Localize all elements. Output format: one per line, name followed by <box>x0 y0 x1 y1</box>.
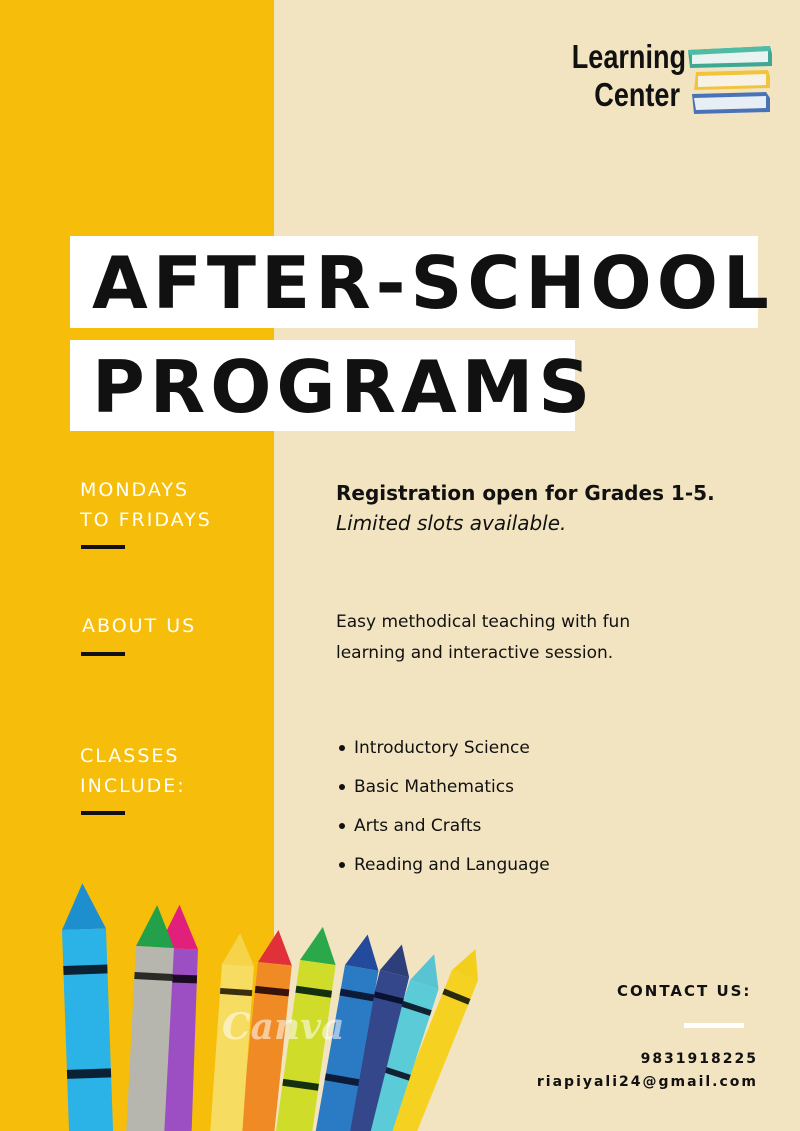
bullet-icon <box>339 784 345 790</box>
list-item: Basic Mathematics <box>339 777 514 797</box>
about-label: ABOUT US <box>82 615 197 637</box>
logo <box>548 38 780 128</box>
email-address[interactable]: riapiyali24@gmail.com <box>536 1074 758 1090</box>
bullet-icon <box>339 862 345 868</box>
logo-line-2: Center <box>594 76 680 113</box>
list-item: Introductory Science <box>339 738 530 758</box>
schedule-label <box>80 475 212 535</box>
schedule-label-line-2: TO FRIDAYS <box>80 509 212 531</box>
crayons-image <box>0 870 500 1131</box>
bullet-icon <box>339 745 345 751</box>
classes-divider <box>81 811 125 815</box>
about-divider <box>81 652 125 656</box>
title-box-2 <box>70 340 596 431</box>
logo-line-1: Learning <box>571 38 687 75</box>
contact-title: CONTACT US: <box>617 982 752 1000</box>
registration-text: Registration open for Grades 1-5. <box>336 481 715 505</box>
schedule-label-line-1: MONDAYS <box>80 479 190 501</box>
classes-label <box>80 741 186 801</box>
phone-number: 9831918225 <box>640 1051 758 1067</box>
about-line-2: learning and interactive session. <box>336 643 614 663</box>
books-icon <box>686 42 774 118</box>
title-line-1: AFTER-SCHOOL <box>92 241 774 325</box>
title-line-2: PROGRAMS <box>92 345 596 429</box>
classes-label-line-2: INCLUDE: <box>80 775 186 797</box>
contact-divider <box>684 1023 744 1028</box>
logo-text <box>571 38 687 114</box>
watermark: Canva <box>222 1006 345 1048</box>
bullet-icon <box>339 823 345 829</box>
schedule-divider <box>81 545 125 549</box>
about-line-1: Easy methodical teaching with fun <box>336 612 631 632</box>
limited-slots-text: Limited slots available. <box>336 511 567 535</box>
list-item: Arts and Crafts <box>339 816 481 836</box>
list-item: Reading and Language <box>339 855 550 875</box>
title-box-1 <box>70 236 774 328</box>
classes-label-line-1: CLASSES <box>80 745 180 767</box>
